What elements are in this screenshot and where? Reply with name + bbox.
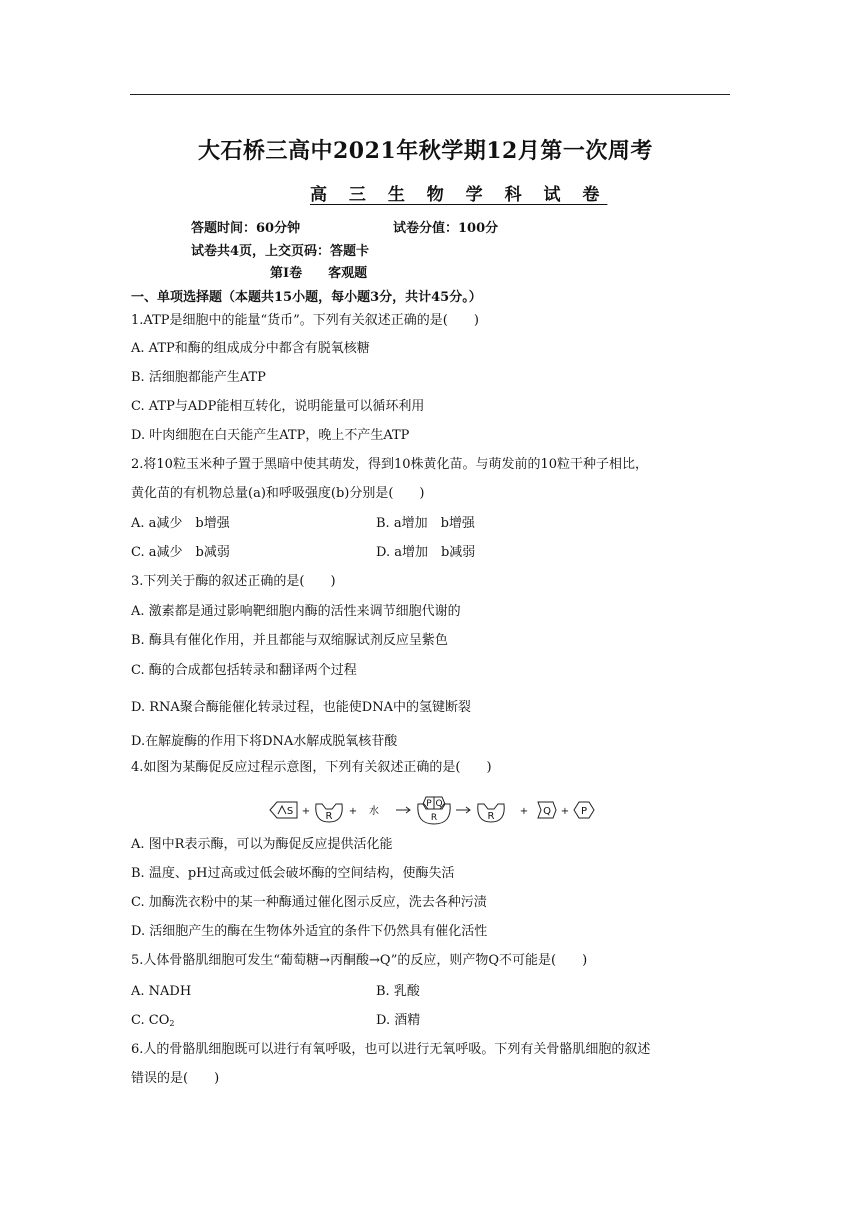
question-1-option-c: C. ATP与ADP能相互转化，说明能量可以循环利用: [131, 399, 425, 414]
question-5-option-c: [131, 1012, 174, 1032]
question-5-option-a: A. NADH: [131, 984, 192, 999]
label-r-1: R: [325, 811, 333, 822]
question-2-option-d: D. a增加 b减弱: [376, 545, 476, 560]
label-complex-q: Q: [435, 799, 443, 809]
question-2-option-b: B. a增加 b增强: [376, 516, 475, 531]
question-3-option-d-extra: D.在解旋酶的作用下将DNA水解成脱氧核苷酸: [131, 734, 398, 749]
question-1-option-a: A. ATP和酶的组成成分中都含有脱氧核糖: [131, 341, 370, 356]
label-complex-p: P: [426, 799, 432, 809]
question-2-stem-line2: 黄化苗的有机物总量(a)和呼吸强度(b)分别是( ): [131, 486, 425, 501]
question-2-option-a: A. a减少 b增强: [131, 516, 230, 531]
plus-2: +: [348, 806, 358, 817]
question-5-stem: 5.人体骨骼肌细胞可发生“葡萄糖→丙酮酸→Q”的反应，则产物Q不可能是( ): [131, 953, 588, 968]
enzyme-reaction-diagram: [268, 794, 608, 826]
plus-4: +: [560, 806, 570, 817]
substrate-notch: [278, 806, 286, 814]
label-q: Q: [543, 806, 551, 817]
question-3-option-d: D. RNA聚合酶能催化转录过程，也能使DNA中的氢键断裂: [131, 700, 471, 715]
question-4-stem: 4.如图为某酶促反应过程示意图，下列有关叙述正确的是( ): [131, 760, 492, 775]
question-3-option-c: C. 酶的合成都包括转录和翻译两个过程: [131, 663, 357, 678]
question-5-option-c-subscript: 2: [169, 1019, 175, 1028]
exam-time: 答题时间：60分钟: [191, 221, 301, 236]
question-3-option-a: A. 激素都是通过影响靶细胞内酶的活性来调节细胞代谢的: [131, 604, 461, 619]
question-5-option-b: B. 乳酸: [376, 984, 420, 999]
question-4-option-b: B. 温度、pH过高或过低会破坏酶的空间结构，使酶失活: [131, 866, 455, 881]
question-5-option-d: D. 酒精: [376, 1013, 421, 1028]
header-rule: [130, 94, 730, 95]
question-3-stem: 3.下列关于酶的叙述正确的是( ): [131, 574, 336, 589]
section-heading: 一、单项选择题（本题共15小题，每小题3分，共计45分。）: [131, 290, 482, 305]
question-1-option-d: D. 叶肉细胞在白天能产生ATP，晚上不产生ATP: [131, 428, 410, 443]
label-complex-r: R: [430, 813, 438, 823]
page-title: 大石桥三高中2021年秋学期12月第一次周考: [198, 138, 653, 164]
question-4-option-c: C. 加酶洗衣粉中的某一种酶通过催化图示反应，洗去各种污渍: [131, 895, 487, 910]
question-1-option-b: B. 活细胞都能产生ATP: [131, 370, 266, 385]
question-3-option-b: B. 酶具有催化作用，并且都能与双缩脲试剂反应呈紫色: [131, 633, 448, 648]
question-2-option-c: C. a减少 b减弱: [131, 545, 230, 560]
question-4-option-d: D. 活细胞产生的酶在生物体外适宜的条件下仍然具有催化活性: [131, 924, 488, 939]
plus-1: +: [301, 806, 311, 817]
plus-3: +: [519, 806, 529, 817]
exam-score: 试卷分值：100分: [393, 221, 499, 236]
exam-pages: 试卷共4页，上交页码：答题卡: [191, 244, 370, 259]
question-1-stem: 1.ATP是细胞中的能量“货币”。下列有关叙述正确的是( ): [131, 313, 479, 328]
label-r-2: R: [487, 811, 495, 822]
label-water: 水: [369, 806, 379, 817]
question-6-stem-line1: 6.人的骨骼肌细胞既可以进行有氧呼吸，也可以进行无氧呼吸。下列有关骨骼肌细胞的叙述: [131, 1042, 651, 1057]
question-2-stem-line1: 2.将10粒玉米种子置于黑暗中使其萌发，得到10株黄化苗。与萌发前的10粒干种子相比，: [131, 457, 649, 472]
label-p: P: [580, 806, 588, 817]
question-5-option-c-text: C. CO: [131, 1013, 170, 1028]
page-subtitle: 高 三 生 物 学 科 试 卷: [310, 185, 608, 205]
label-s: S: [286, 806, 294, 817]
volume-heading: 第Ⅰ卷 客观题: [270, 266, 368, 281]
question-4-option-a: A. 图中R表示酶，可以为酶促反应提供活化能: [131, 837, 393, 852]
question-6-stem-line2: 错误的是( ): [131, 1071, 220, 1086]
